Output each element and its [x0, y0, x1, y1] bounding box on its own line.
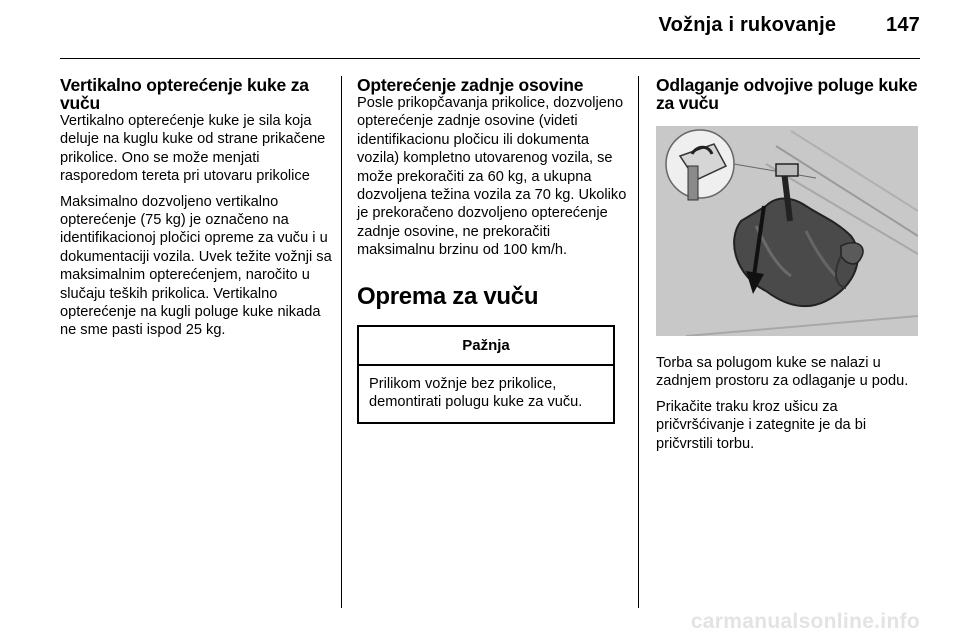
column-2: [357, 76, 627, 424]
heading-rear-axle-load: Opterećenje zadnje osovine: [357, 75, 584, 95]
paragraph-storage-1: Torba sa polugom kuke se nalazi u zadnjem prostoru za odlaganje u podu.: [656, 355, 909, 390]
notice-title: Pažnja: [359, 327, 613, 366]
column-1: [60, 76, 332, 347]
heading-vertical-load: Vertikalno opterećenje kuke za vuču: [60, 75, 309, 113]
tow-bar-bag-illustration: [656, 126, 918, 336]
notice-box: [357, 325, 615, 424]
page-number: 147: [886, 14, 920, 36]
paragraph-storage-2: Prikačite traku kroz ušicu za pričvršćivanje i zategnite je da bi pričvrstili torbu.: [656, 398, 867, 452]
page-header: [659, 14, 920, 37]
paragraph-vertical-load-2: Maksimalno dozvoljeno vertikalno opterećenje (75 kg) je označeno na identifikacionoj pločici opreme za vuču i u dokumentaciji vozila. Uvek težite vožnji sa maksimalnim opterećenjem, naročito u slučaju teških prikolica. Vertikalno opterećenje na kugli poluge kuke nikada ne sme pasti ispod 25 kg.: [60, 193, 332, 339]
column-3: [656, 76, 922, 460]
column-divider-1: [341, 76, 342, 608]
header-rule: [60, 58, 920, 59]
column-divider-2: [638, 76, 639, 608]
paragraph-vertical-load-1: Vertikalno opterećenje kuke je sila koja deluje na kuglu kuke od strane prikačene prikolice. Ono se može menjati rasporedom tereta pri utovaru prikolice: [60, 113, 326, 185]
page-title: Vožnja i rukovanje: [658, 14, 837, 36]
notice-text: Prilikom vožnje bez prikolice, demontirati polugu kuke za vuču.: [369, 376, 583, 411]
watermark: carmanualsonline.info: [690, 610, 920, 633]
paragraph-rear-axle-load: Posle prikopčavanja prikolice, dozvoljeno opterećenje zadnje osovine (videti identifikacionu pločicu ili dokumenta vozila) kompletno utovarenog vozila, se može prekoračiti za 60 kg, a ukupna dozvoljena težina vozila za 70 kg. Ukoliko je prekoračeno dozvoljeno opterećenje zadnje osovine, ne prekoračiti maksimalnu brzinu od 100 km/h.: [357, 95, 627, 259]
heading-storage-tow-bar: Odlaganje odvojive poluge kuke za vuču: [656, 75, 918, 113]
section-title-towing-equipment: Oprema za vuču: [357, 282, 539, 310]
illustration-svg: [656, 126, 918, 336]
